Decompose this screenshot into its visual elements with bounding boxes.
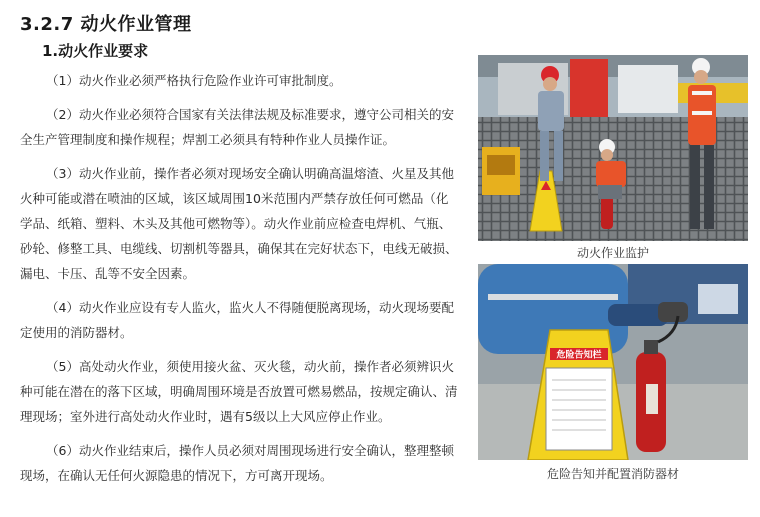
danger-notice-photo-caption: 危险告知并配置消防器材: [546, 467, 679, 481]
section-title: 3.2.7 动火作业管理: [20, 14, 192, 35]
paragraph-6: （6）动火作业结束后，操作人员必须对周围现场进行安全确认，整理整顿现场，在确认无任何火源隐患的情况下，方可离开现场。: [20, 443, 454, 483]
paragraph-5: （5）高处动火作业，须使用接火盆、灭火毯，动火前，操作者必须辨识火种可能在潜在的落下区域，明确周围环境是否放置可燃易燃品，按规定确认、清理现场；室外进行高处动火作业时，遇有5级以上大风应停止作业。: [20, 359, 458, 424]
supervision-photo-caption: 动火作业监护: [576, 246, 649, 260]
requirements-text: [20, 68, 460, 497]
hot-work-supervision-photo: [478, 55, 748, 241]
danger-notice-photo: [478, 264, 748, 460]
paragraph-1: （1）动火作业必须严格执行危险作业许可审批制度。: [46, 73, 342, 88]
paragraph-4: （4）动火作业应设有专人监火，监火人不得随便脱离现场，动火现场要配定使用的消防器材。: [20, 300, 454, 340]
notice-board-label: 危险告知栏: [556, 350, 602, 361]
subsection-title: 1.动火作业要求: [42, 42, 149, 60]
paragraph-3: （3）动火作业前，操作者必须对现场安全确认明确高温熔渣、火星及其他火种可能或潜在喷油的区域，该区域周围10米范围内严禁存放任何可燃品（化学品、纸箱、塑料、木头及其他可燃物等）。动火作业前应检查电焊机、气瓶、砂轮、修整工具、电缆线、切割机等器具，确保其在完好状态下，电线无破损、漏电、卡压、乱等不安全因素。: [20, 166, 458, 281]
paragraph-2: （2）动火作业必须符合国家有关法律法规及标准要求，遵守公司相关的安全生产管理制度和操作规程；焊割工必须具有特种作业人员操作证。: [20, 107, 454, 147]
